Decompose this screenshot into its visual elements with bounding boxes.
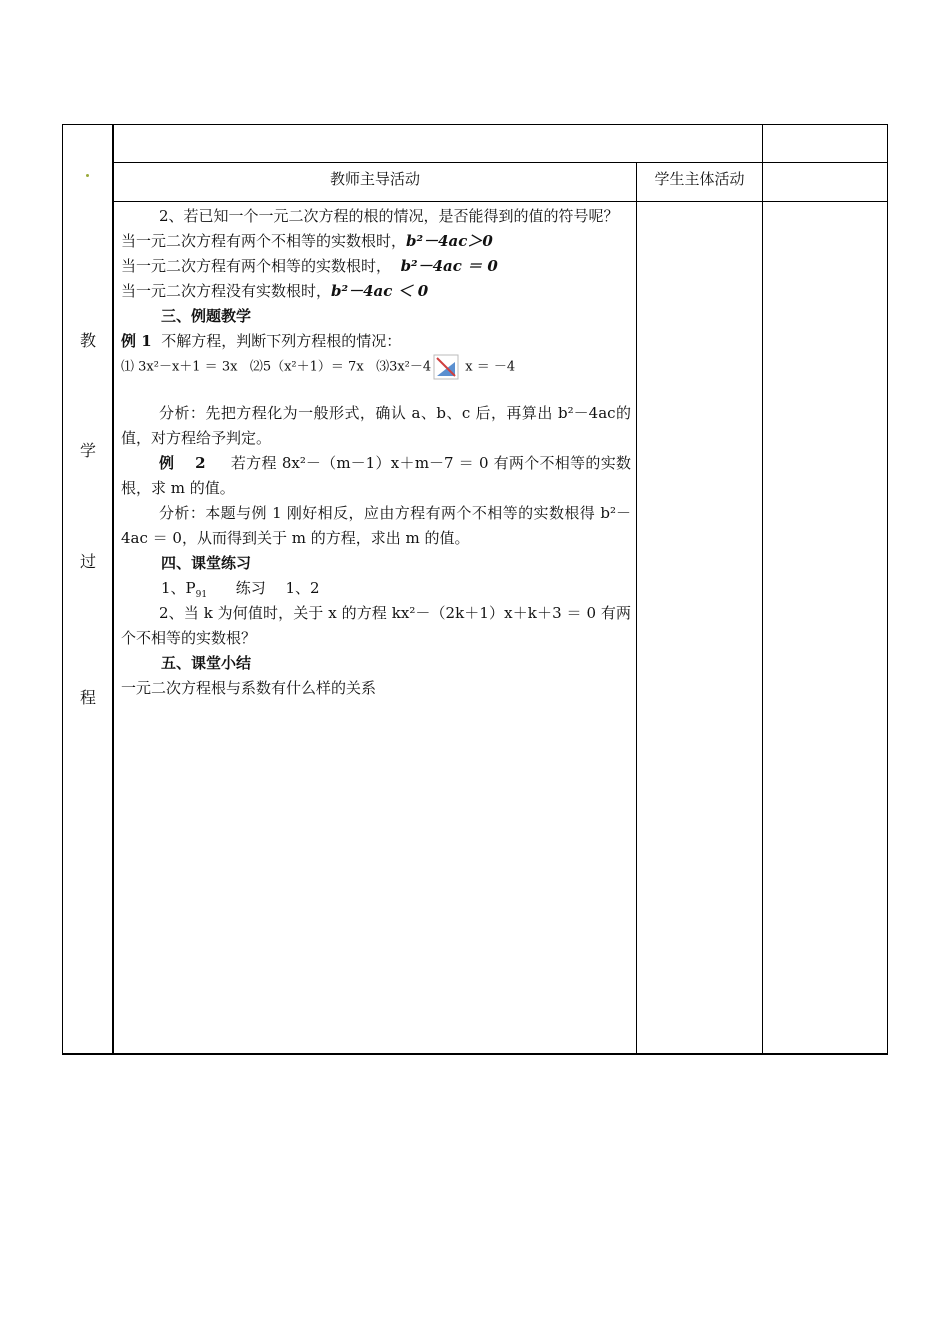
example-label: 例 1 [121,332,152,350]
equation-3-start: ⑶3x²－4 [376,359,432,375]
discriminant-case-negative: 当一元二次方程没有实数根时，b²－4ac ＜ 0 [121,282,429,300]
teacher-activity-header: 教师主导活动 [329,170,420,188]
discriminant-case-positive: 当一元二次方程有两个不相等的实数根时，b²－4ac＞0 [121,232,493,250]
equation-1: ⑴ 3x²－x＋1 ＝ 3x [121,359,238,375]
analysis-2: 分析：本题与例 1 刚好相反，应由方程有两个不相等的实数根得 b²－4ac ＝ 0，从而得到关于 m 的方程，求出 m 的值。 [121,504,631,547]
example-label: 例 2 [159,454,206,472]
math-expression: b²－4ac ＜ 0 [331,282,429,300]
section-heading: 五、课堂小结 [161,654,252,672]
analysis-1: 分析：先把方程化为一般形式，确认 a、b、c 后，再算出 b²－4ac的值，对方程给予判定。 [121,404,631,447]
side-label-char: 学 [79,441,96,460]
section-heading: 三、例题教学 [161,307,252,325]
side-label-char: 教 [79,331,96,350]
example-1: 例 1 不解方程，判断下列方程根的情况： [121,332,402,350]
marker-dot [86,174,89,177]
broken-image-icon [433,354,459,380]
student-activity-header: 学生主体活动 [654,170,745,188]
section-heading: 四、课堂练习 [161,554,252,572]
equation-2: ⑵5（x²＋1）＝ 7x [249,359,364,375]
example-1-equations [121,354,631,379]
paragraph-question: 2、若已知一个一元二次方程的根的情况，是否能得到的值的符号呢？ [159,207,619,225]
practice-2: 2、当 k 为何值时，关于 x 的方程 kx²－（2k＋1）x＋k＋3 ＝ 0 有两个不相等的实数根？ [121,604,631,647]
example-2: 例 2 若方程 8x²－（m－1）x＋m－7 ＝ 0 有两个不相等的实数根，求 m 的值。 [121,454,631,497]
teacher-content [121,204,631,701]
math-expression: b²－4ac ＝ 0 [400,257,498,275]
equation-3-end: x ＝ －4 [465,359,516,375]
math-expression: b²－4ac＞0 [406,232,493,250]
discriminant-case-zero: 当一元二次方程有两个相等的实数根时， b²－4ac ＝ 0 [121,257,498,275]
side-label-char: 程 [79,688,96,707]
practice-1: 1、$P_{91}$ 练习 1、2 [161,579,320,600]
side-label-char: 过 [79,552,96,571]
summary-text: 一元二次方程根与系数有什么样的关系 [121,679,377,697]
